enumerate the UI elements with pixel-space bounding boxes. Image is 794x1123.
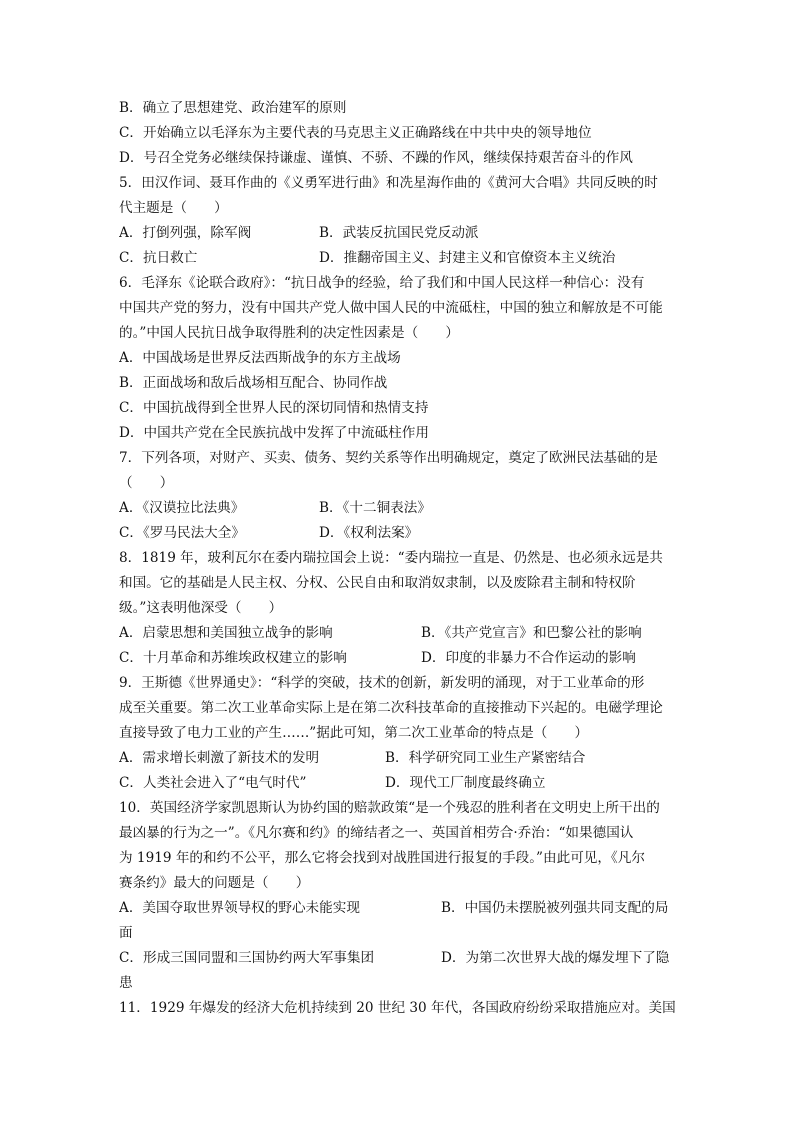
question-7-stem: （ ） xyxy=(119,475,174,491)
option-continuation: 面 xyxy=(119,925,133,941)
option-b: B．科学研究同工业生产紧密结合 xyxy=(385,750,586,766)
question-5-options-row xyxy=(119,246,679,271)
option-d: D．推翻帝国主义、封建主义和官僚资本主义统治 xyxy=(319,250,616,266)
option-b: B．《十二铜表法》 xyxy=(319,500,431,516)
option-d: D．印度的非暴力不合作运动的影响 xyxy=(421,650,636,666)
question-8-options-row xyxy=(119,646,679,671)
option-a: A．启蒙思想和美国独立战争的影响 xyxy=(119,625,333,641)
question-8-options-row xyxy=(119,621,679,646)
question-8-stem: 和国。它的基础是人民主权、分权、公民自由和取消奴隶制，以及废除君主制和特权阶 xyxy=(119,575,636,591)
question-6-stem: 中国共产党的努力，没有中国共产党人做中国人民的中流砥柱，中国的独立和解放是不可能 xyxy=(119,300,663,316)
question-10-stem: 为 1919 年的和约不公平，那么它将会找到对战胜国进行报复的手段。”由此可见，《凡尔 xyxy=(119,850,645,866)
option-b: B．武装反抗国民党反动派 xyxy=(319,225,479,241)
option-b: B．中国仍未摆脱被列强共同支配的局 xyxy=(441,900,669,916)
option-a: A．需求增长刺激了新技术的发明 xyxy=(119,750,320,766)
question-10-stem: 10．英国经济学家凯恩斯认为协约国的赔款政策“是一个残忍的胜利者在文明史上所干出的 xyxy=(119,800,660,816)
question-5-options-row xyxy=(119,221,679,246)
option-a: A．中国战场是世界反法西斯战争的东方主战场 xyxy=(119,350,401,366)
option-a: A．美国夺取世界领导权的野心未能实现 xyxy=(119,900,360,916)
option-d: D．中国共产党在全民族抗战中发挥了中流砥柱作用 xyxy=(119,425,429,441)
question-5-stem: 5．田汉作词、聂耳作曲的《义勇军进行曲》和冼星海作曲的《黄河大合唱》共同反映的时 xyxy=(119,175,658,191)
option-d: D．《权利法案》 xyxy=(319,525,419,541)
question-10-options-row xyxy=(119,896,679,921)
option-a: A．《汉谟拉比法典》 xyxy=(119,500,245,516)
question-8-stem: 8．1819 年，玻利瓦尔在委内瑞拉国会上说：“委内瑞拉一直是、仍然是、也必须永远是共 xyxy=(119,550,663,566)
question-9-stem: 成至关重要。第二次工业革命实际上是在第二次科技革命的直接推动下兴起的。电磁学理论 xyxy=(119,700,663,716)
option-line: B．确立了思想建党、政治建军的原则 xyxy=(119,100,347,116)
question-6-stem: 的。”中国人民抗日战争取得胜利的决定性因素是（ ） xyxy=(119,325,459,341)
question-9-stem: 9．王斯德《世界通史》：“科学的突破，技术的创新，新发明的涌现，对于工业革命的形 xyxy=(119,675,645,691)
option-a: A．打倒列强，除军阀 xyxy=(119,225,252,241)
question-10-stem: 赛条约》最大的问题是（ ） xyxy=(119,875,310,891)
option-c: C．《罗马民法大全》 xyxy=(119,525,245,541)
question-10-stem: 最凶暴的行为之一”。《凡尔赛和约》的缔结者之一、英国首相劳合·乔治：“如果德国认 xyxy=(119,825,634,841)
option-d: D．现代工厂制度最终确立 xyxy=(385,775,546,791)
question-6-stem: 6．毛泽东《论联合政府》：“抗日战争的经验，给了我们和中国人民这样一种信心：没有 xyxy=(119,275,645,291)
question-7-options-row xyxy=(119,496,679,521)
question-9-options-row xyxy=(119,771,679,796)
question-8-stem: 级。”这表明他深受（ ） xyxy=(119,600,283,616)
question-5-stem: 代主题是（ ） xyxy=(119,200,228,216)
question-9-options-row xyxy=(119,746,679,771)
option-d: D．为第二次世界大战的爆发埋下了隐 xyxy=(441,950,670,966)
question-9-stem: 直接导致了电力工业的产生……”据此可知，第二次工业革命的特点是（ ） xyxy=(119,725,589,741)
question-11-stem: 11．1929 年爆发的经济大危机持续到 20 世纪 30 年代，各国政府纷纷采取措施应对。美国 xyxy=(119,1000,676,1016)
option-line: C．开始确立以毛泽东为主要代表的马克思主义正确路线在中共中央的领导地位 xyxy=(119,125,592,141)
option-b: B．《共产党宣言》和巴黎公社的影响 xyxy=(421,625,642,641)
option-c: C．抗日救亡 xyxy=(119,250,198,266)
option-line: D．号召全党务必继续保持谦虚、谨慎、不骄、不躁的作风，继续保持艰苦奋斗的作风 xyxy=(119,150,633,166)
option-continuation: 患 xyxy=(119,975,133,991)
question-7-stem: 7．下列各项，对财产、买卖、债务、契约关系等作出明确规定，奠定了欧洲民法基础的是 xyxy=(119,450,658,466)
option-c: C．形成三国同盟和三国协约两大军事集团 xyxy=(119,950,375,966)
option-c: C．中国抗战得到全世界人民的深切同情和热情支持 xyxy=(119,400,429,416)
question-7-options-row xyxy=(119,521,679,546)
option-b: B．正面战场和敌后战场相互配合、协同作战 xyxy=(119,375,388,391)
exam-content xyxy=(119,96,679,1021)
option-c: C．十月革命和苏维埃政权建立的影响 xyxy=(119,650,347,666)
question-10-options-row xyxy=(119,946,679,971)
option-c: C．人类社会进入了“电气时代” xyxy=(119,775,307,791)
